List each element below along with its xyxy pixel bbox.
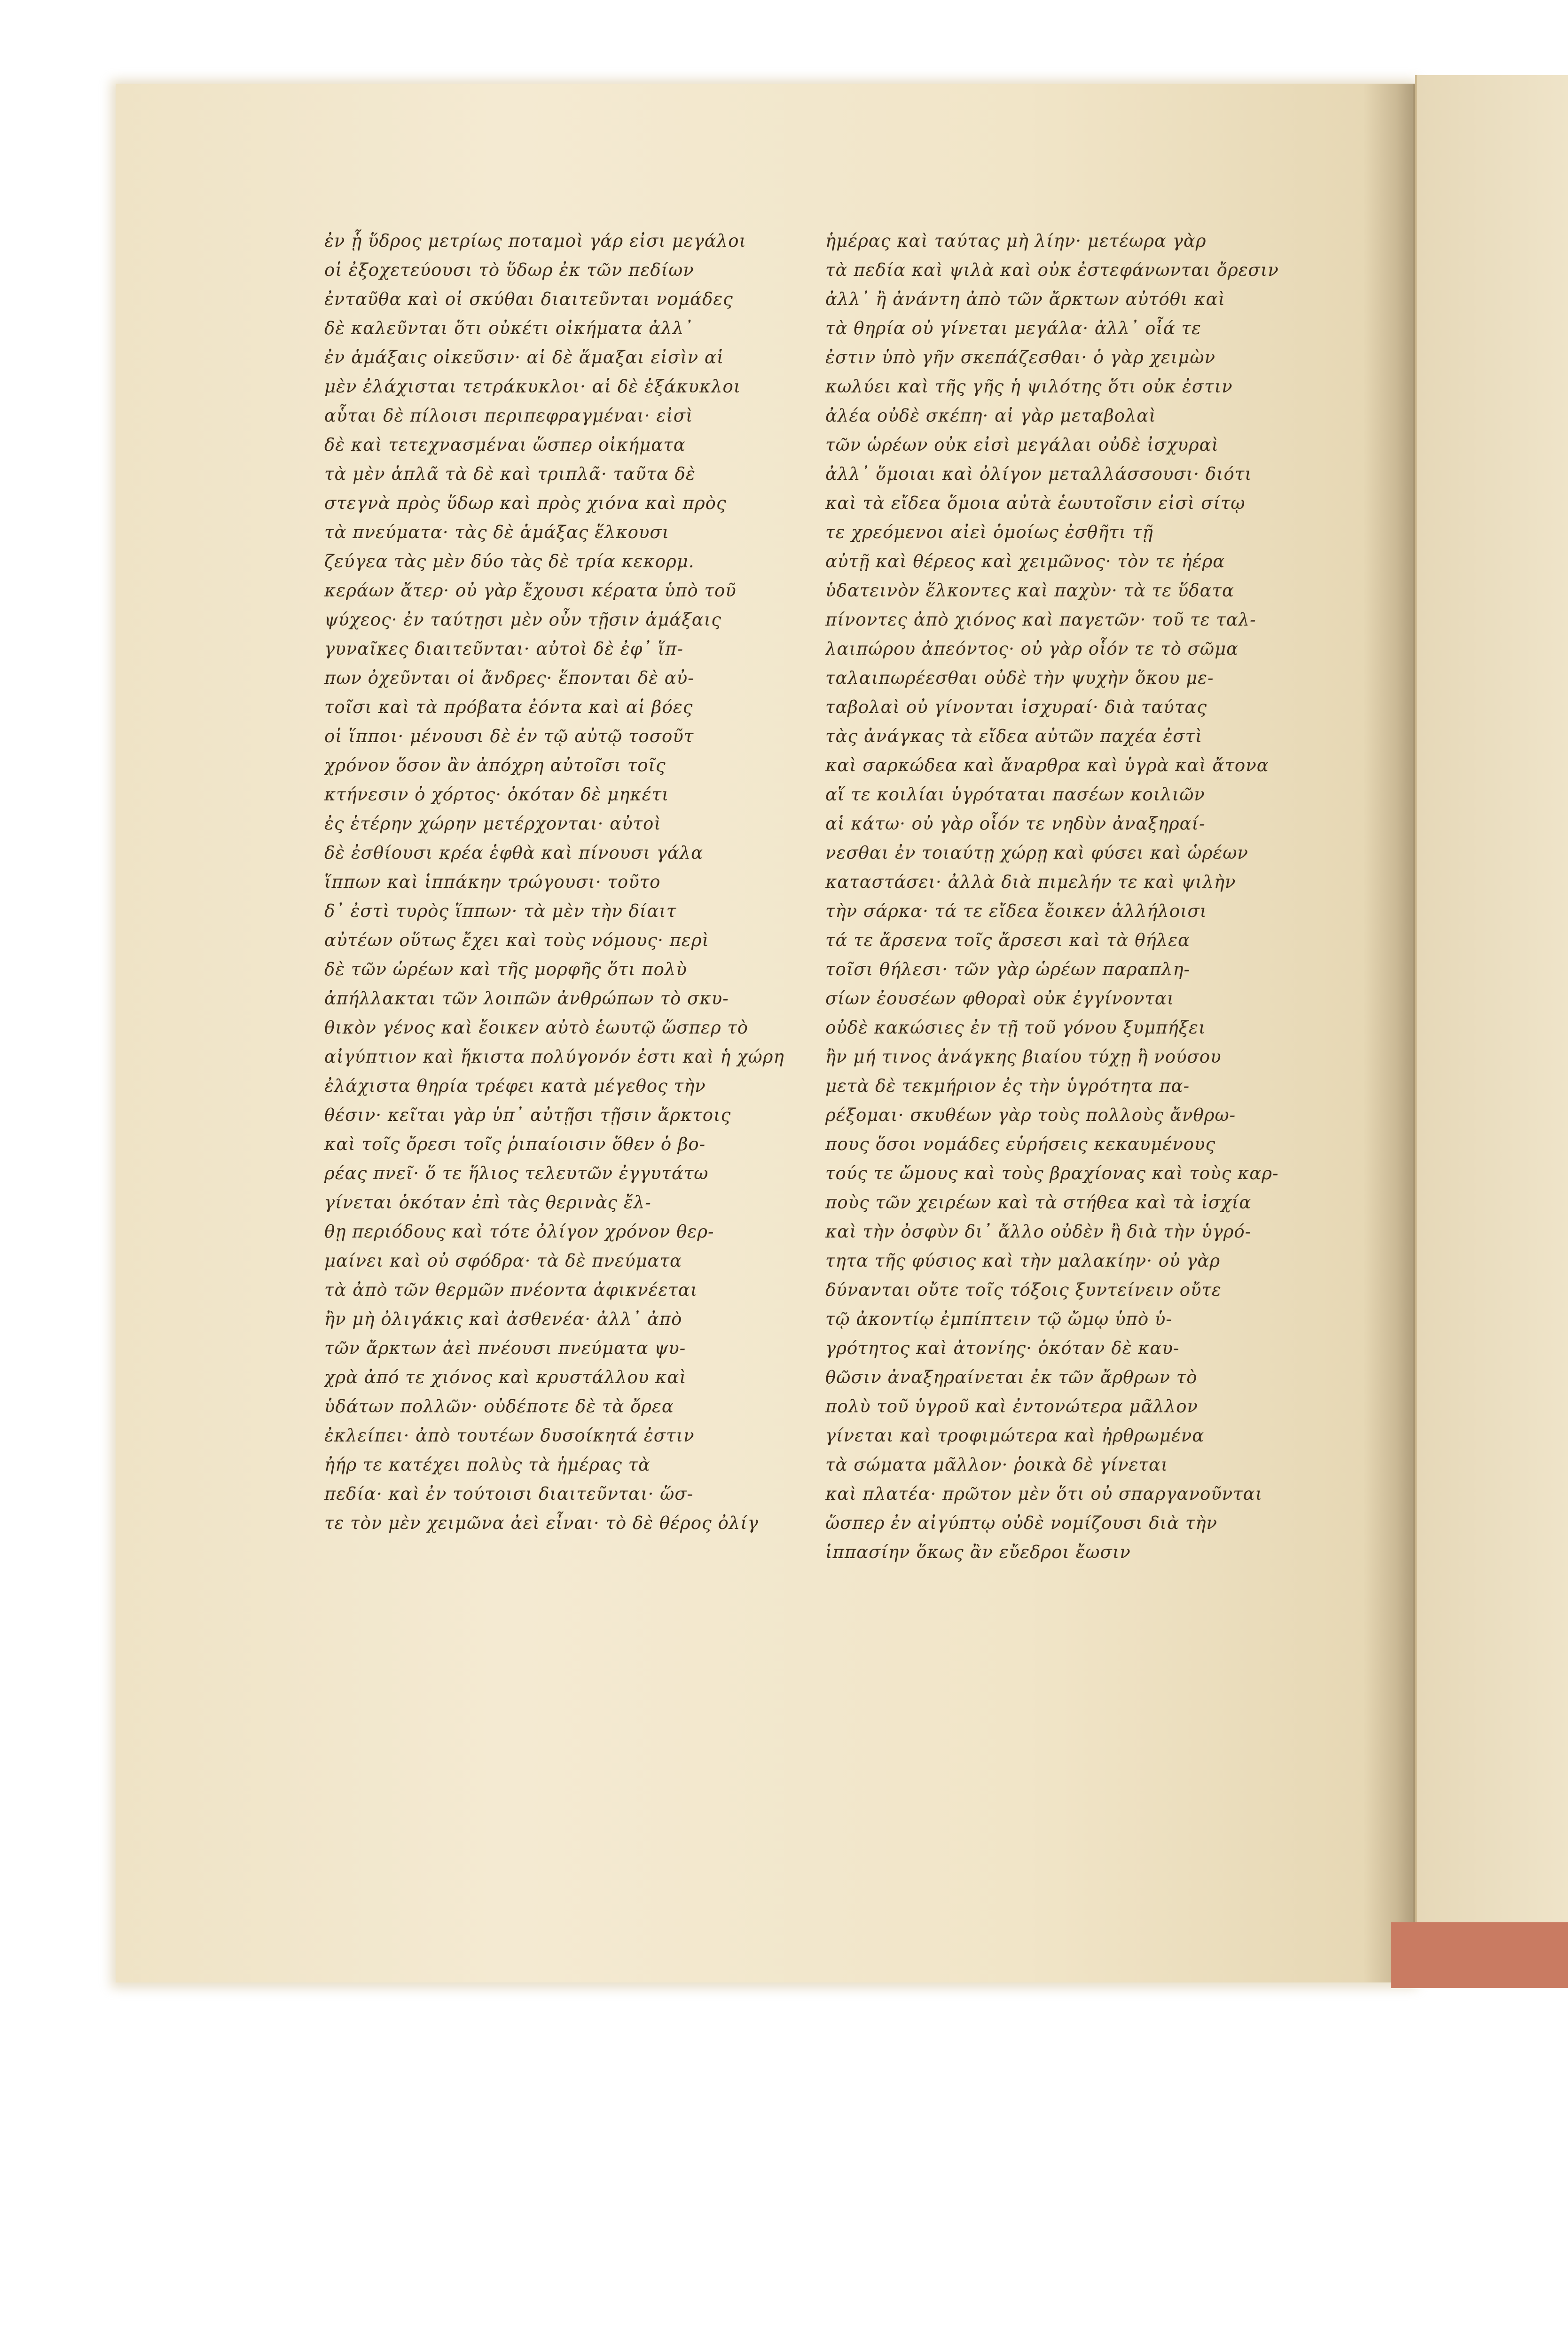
manuscript-line: τούς τε ὤμους καὶ τοὺς βραχίονας καὶ τοὺς καρ- <box>825 1163 1279 1183</box>
manuscript-line: αἵ τε κοιλίαι ὑγρόταται πασέων κοιλιῶν <box>825 784 1205 805</box>
manuscript-line: ἐκλείπει· ἀπὸ τουτέων δυσοίκητά ἐστιν <box>324 1426 695 1446</box>
text-column-right <box>825 227 1324 1567</box>
manuscript-line: ἀλλ᾽ ἢ ἀνάντη ἀπὸ τῶν ἄρκτων αὐτόθι καὶ <box>825 289 1226 309</box>
manuscript-line: δὲ καὶ τετεχνασμέναι ὥσπερ οἰκήματα <box>324 435 686 455</box>
manuscript-line: θῶσιν ἀναξηραίνεται ἐκ τῶν ἄρθρων τὸ <box>825 1367 1198 1387</box>
manuscript-line: ἀλλ᾽ ὅμοιαι καὶ ὀλίγον μεταλλάσσουσι· διότι <box>825 464 1252 484</box>
manuscript-line: καὶ σαρκώδεα καὶ ἄναρθρα καὶ ὑγρὰ καὶ ἄτονα <box>825 755 1269 776</box>
manuscript-line: τε χρεόμενοι αἰεὶ ὁμοίως ἐσθῆτι τῇ <box>825 522 1153 542</box>
manuscript-line: ἐνταῦθα καὶ οἱ σκύθαι διαιτεῦνται νομάδες <box>324 289 733 309</box>
manuscript-line: τὰς ἀνάγκας τὰ εἴδεα αὐτῶν παχέα ἐστὶ <box>825 726 1203 746</box>
manuscript-line: τε τὸν μὲν χειμῶνα ἀεὶ εἶναι· τὸ δὲ θέρος ὀλίγ <box>324 1513 759 1533</box>
manuscript-line: θικὸν γένος καὶ ἔοικεν αὐτὸ ἑωυτῷ ὥσπερ τὸ <box>324 1018 749 1038</box>
footer <box>0 2153 1568 2346</box>
manuscript-line: δ᾽ ἐστὶ τυρὸς ἵππων· τὰ μὲν τὴν δίαιτ <box>324 901 677 921</box>
manuscript-line: τὰ μὲν ἁπλᾶ τὰ δὲ καὶ τριπλᾶ· ταῦτα δὲ <box>324 464 696 484</box>
manuscript-line: τὰ σώματα μᾶλλον· ῥοικὰ δὲ γίνεται <box>825 1455 1168 1475</box>
manuscript-line: τά τε ἄρσενα τοῖς ἄρσεσι καὶ τὰ θήλεα <box>825 930 1190 950</box>
manuscript-line: χρὰ ἀπό τε χιόνος καὶ κρυστάλλου καὶ <box>324 1367 687 1387</box>
manuscript-line: οἱ ἵπποι· μένουσι δὲ ἐν τῷ αὐτῷ τοσοῦτ <box>324 726 694 746</box>
manuscript-line: αὐτέων οὕτως ἔχει καὶ τοὺς νόμους· περὶ <box>324 930 710 950</box>
manuscript-line: κεράων ἄτερ· οὐ γὰρ ἔχουσι κέρατα ὑπὸ τοῦ <box>324 580 737 601</box>
manuscript-line: ἀπήλλακται τῶν λοιπῶν ἀνθρώπων τὸ σκυ- <box>324 988 729 1009</box>
manuscript-line: τῶν ὡρέων οὐκ εἰσὶ μεγάλαι οὐδὲ ἰσχυραὶ <box>825 435 1219 455</box>
manuscript-line: αὗται δὲ πίλοισι περιπεφραγμέναι· εἰσὶ <box>324 406 693 426</box>
manuscript-line: κτήνεσιν ὁ χόρτος· ὁκόταν δὲ μηκέτι <box>324 784 669 805</box>
manuscript-line: μετὰ δὲ τεκμήριον ἐς τὴν ὑγρότητα πα- <box>825 1076 1190 1096</box>
manuscript-line: τὰ ἀπὸ τῶν θερμῶν πνέοντα ἀφικνέεται <box>324 1280 698 1300</box>
manuscript-line: κωλύει καὶ τῆς γῆς ἡ ψιλότης ὅτι οὐκ ἐστιν <box>825 376 1233 397</box>
page-fold <box>1363 84 1419 1982</box>
manuscript-line: στεγνὰ πρὸς ὕδωρ καὶ πρὸς χιόνα καὶ πρὸς <box>324 493 727 513</box>
manuscript-line: ἐστιν ὑπὸ γῆν σκεπάζεσθαι· ὁ γὰρ χειμὼν <box>825 347 1216 368</box>
manuscript-line: ψύχεος· ἐν ταύτῃσι μὲν οὖν τῇσιν ἁμάξαις <box>324 610 721 630</box>
manuscript-line: ὥσπερ ἐν αἰγύπτῳ οὐδὲ νομίζουσι διὰ τὴν <box>825 1513 1218 1533</box>
manuscript-line: μαίνει καὶ οὐ σφόδρα· τὰ δὲ πνεύματα <box>324 1251 682 1271</box>
manuscript-line: τῶν ἄρκτων ἀεὶ πνέουσι πνεύματα ψυ- <box>324 1338 686 1358</box>
manuscript-line: ὑδάτων πολλῶν· οὐδέποτε δὲ τὰ ὄρεα <box>324 1396 674 1417</box>
manuscript-line: καὶ τὰ εἴδεα ὅμοια αὐτὰ ἑωυτοῖσιν εἰσὶ σίτῳ <box>825 493 1246 513</box>
manuscript-line: σίων ἐουσέων φθοραὶ οὐκ ἐγγίνονται <box>825 988 1175 1009</box>
manuscript-line: τητα τῆς φύσιος καὶ τὴν μαλακίην· οὐ γὰρ <box>825 1251 1221 1271</box>
manuscript-line: τῷ ἀκοντίῳ ἐμπίπτειν τῷ ὤμῳ ὑπὸ ὑ- <box>825 1309 1172 1329</box>
manuscript-line: ἱππασίην ὅκως ἂν εὔεδροι ἔωσιν <box>825 1542 1131 1562</box>
manuscript-line: μὲν ἐλάχισται τετράκυκλοι· αἱ δὲ ἑξάκυκλοι <box>324 376 741 397</box>
binding-red-edge <box>1391 1922 1568 1988</box>
manuscript-line: ἐλάχιστα θηρία τρέφει κατὰ μέγεθος τὴν <box>324 1076 706 1096</box>
manuscript-line: λαιπώρου ἀπεόντος· οὐ γὰρ οἷόν τε τὸ σῶμα <box>825 639 1239 659</box>
manuscript-line: ρέας πνεῖ· ὅ τε ἥλιος τελευτῶν ἐγγυτάτω <box>324 1163 709 1183</box>
manuscript-line: ἢν μή τινος ἀνάγκης βιαίου τύχῃ ἢ νούσου <box>825 1047 1222 1067</box>
manuscript-line: τὰ θηρία οὐ γίνεται μεγάλα· ἀλλ᾽ οἷά τε <box>825 318 1201 338</box>
adjacent-page-edge <box>1415 75 1568 1983</box>
manuscript-line: πων ὀχεῦνται οἱ ἄνδρες· ἕπονται δὲ αὐ- <box>324 668 694 688</box>
manuscript-line: τὰ πνεύματα· τὰς δὲ ἁμάξας ἕλκουσι <box>324 522 670 542</box>
manuscript-line: τοῖσι καὶ τὰ πρόβατα ἐόντα καὶ αἱ βόες <box>324 697 693 717</box>
manuscript-line: αὐτῇ καὶ θέρεος καὶ χειμῶνος· τὸν τε ἠέρα <box>825 551 1225 572</box>
manuscript-line: πεδία· καὶ ἐν τούτοισι διαιτεῦνται· ὥσ- <box>324 1484 694 1504</box>
manuscript-line: τοῖσι θήλεσι· τῶν γὰρ ὡρέων παραπλη- <box>825 959 1190 979</box>
manuscript-line: αἰγύπτιον καὶ ἥκιστα πολύγονόν ἐστι καὶ ἡ χώρη <box>324 1047 784 1067</box>
manuscript-line: θῃ περιόδους καὶ τότε ὀλίγον χρόνον θερ- <box>324 1222 714 1242</box>
manuscript-line: γίνεται καὶ τροφιμώτερα καὶ ἠρθρωμένα <box>825 1426 1205 1446</box>
manuscript-line: ζεύγεα τὰς μὲν δύο τὰς δὲ τρία κεκορμ. <box>324 551 695 572</box>
manuscript-line: πους ὅσοι νομάδες εὑρήσεις κεκαυμένους <box>825 1134 1216 1154</box>
manuscript-line: ἵππων καὶ ἱππάκην τρώγουσι· τοῦτο <box>324 872 661 892</box>
manuscript-line: αἱ κάτω· οὐ γὰρ οἷόν τε νηδὺν ἀναξηραί- <box>825 814 1206 834</box>
manuscript-line: ἀλέα οὐδὲ σκέπη· αἱ γὰρ μεταβολαὶ <box>825 406 1156 426</box>
manuscript-line: δύνανται οὔτε τοῖς τόξοις ξυντείνειν οὔτε <box>825 1280 1222 1300</box>
manuscript-line: ἠήρ τε κατέχει πολὺς τὰ ἡμέρας τὰ <box>324 1455 651 1475</box>
manuscript-line: θέσιν· κεῖται γὰρ ὑπ᾽ αὐτῇσι τῇσιν ἄρκτοις <box>324 1105 731 1125</box>
manuscript-line: ὑδατεινὸν ἕλκοντες καὶ παχὺν· τὰ τε ὕδατα <box>825 580 1235 601</box>
manuscript-line: ἐς ἑτέρην χώρην μετέρχονται· αὐτοὶ <box>324 814 661 834</box>
manuscript-line: χρόνον ὅσον ἂν ἀπόχρη αὐτοῖσι τοῖς <box>324 755 666 776</box>
manuscript-line: τὴν σάρκα· τά τε εἴδεα ἔοικεν ἀλλήλοισι <box>825 901 1207 921</box>
manuscript-line: ἐν ἁμάξαις οἰκεῦσιν· αἱ δὲ ἅμαξαι εἰσὶν αἱ <box>324 347 724 368</box>
manuscript-line: δὲ τῶν ὡρέων καὶ τῆς μορφῆς ὅτι πολὺ <box>324 959 687 979</box>
manuscript-line: τὰ πεδία καὶ ψιλὰ καὶ οὐκ ἐστεφάνωνται ὄρεσιν <box>825 260 1279 280</box>
manuscript-line: ἢν μὴ ὀλιγάκις καὶ ἀσθενέα· ἀλλ᾽ ἀπὸ <box>324 1309 682 1329</box>
manuscript-line: ρέξομαι· σκυθέων γὰρ τοὺς πολλοὺς ἄνθρω- <box>825 1105 1236 1125</box>
manuscript-line: καὶ πλατέα· πρῶτον μὲν ὅτι οὐ σπαργανοῦνται <box>825 1484 1263 1504</box>
manuscript-line: δὲ καλεῦνται ὅτι οὐκέτι οἰκήματα ἀλλ᾽ <box>324 318 693 338</box>
manuscript-line: νεσθαι ἐν τοιαύτῃ χώρῃ καὶ φύσει καὶ ὡρέων <box>825 843 1248 863</box>
manuscript-line: ταβολαὶ οὐ γίνονται ἰσχυραί· διὰ ταύτας <box>825 697 1207 717</box>
manuscript-line: πίνοντες ἀπὸ χιόνος καὶ παγετῶν· τοῦ τε ταλ- <box>825 610 1256 630</box>
manuscript-line: καταστάσει· ἀλλὰ διὰ πιμελήν τε καὶ ψιλὴν <box>825 872 1236 892</box>
manuscript-line: οἱ ἐξοχετεύουσι τὸ ὕδωρ ἐκ τῶν πεδίων <box>324 260 694 280</box>
manuscript-line: γίνεται ὁκόταν ἐπὶ τὰς θερινὰς ἔλ- <box>324 1192 651 1213</box>
manuscript-line: ἐν ᾗ ὕδρος μετρίως ποταμοὶ γάρ εἰσι μεγάλοι <box>324 231 746 251</box>
manuscript-line: ποὺς τῶν χειρέων καὶ τὰ στήθεα καὶ τὰ ἰσχία <box>825 1192 1252 1213</box>
text-column-left <box>324 227 823 1538</box>
manuscript-line: ἡμέρας καὶ ταύτας μὴ λίην· μετέωρα γὰρ <box>825 231 1207 251</box>
manuscript-line: ταλαιπωρέεσθαι οὐδὲ τὴν ψυχὴν ὅκου με- <box>825 668 1214 688</box>
manuscript-line: γρότητος καὶ ἀτονίης· ὁκόταν δὲ καυ- <box>825 1338 1180 1358</box>
manuscript-line: δὲ ἐσθίουσι κρέα ἑφθὰ καὶ πίνουσι γάλα <box>324 843 704 863</box>
manuscript-line: πολὺ τοῦ ὑγροῦ καὶ ἐντονώτερα μᾶλλον <box>825 1396 1198 1417</box>
manuscript-line: καὶ τὴν ὀσφὺν δι᾽ ἄλλο οὐδὲν ἢ διὰ τὴν ὑγρό- <box>825 1222 1252 1242</box>
manuscript-line: καὶ τοῖς ὄρεσι τοῖς ῥιπαίοισιν ὅθεν ὁ βο- <box>324 1134 706 1154</box>
manuscript-line: οὐδὲ κακώσιες ἐν τῇ τοῦ γόνου ξυμπήξει <box>825 1018 1206 1038</box>
manuscript-line: γυναῖκες διαιτεῦνται· αὐτοὶ δὲ ἐφ᾽ ἵπ- <box>324 639 683 659</box>
